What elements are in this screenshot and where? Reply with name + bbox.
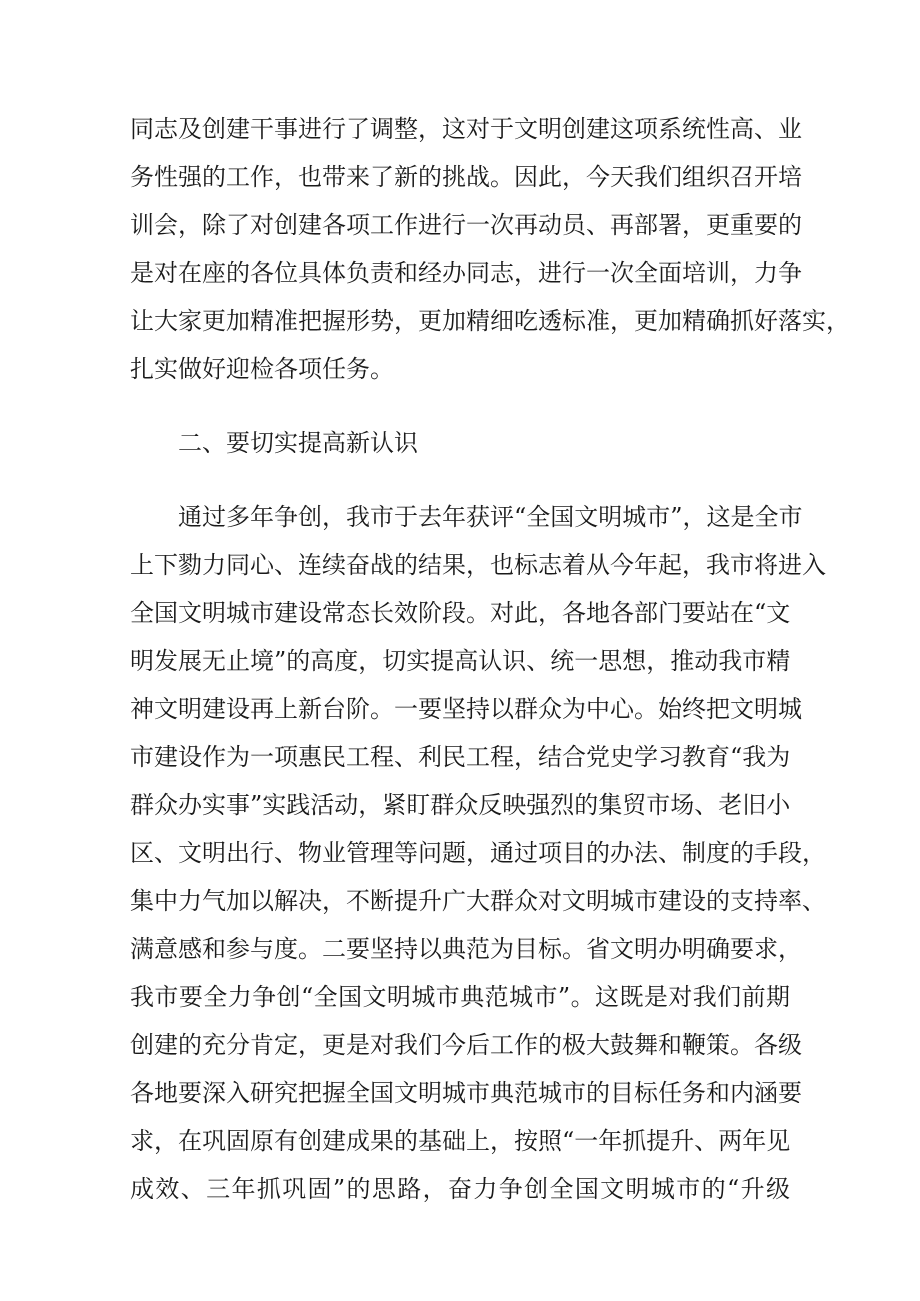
text-line: 满意感和参与度。二要坚持以典范为目标。省文明办明确要求， [130, 935, 802, 963]
text-line: 让大家更加精准把握形势，更加精细吃透标准，更加精确抓好落实， [130, 307, 850, 335]
text-line: 全国文明城市建设常态长效阶段。对此，各地各部门要站在“文 [130, 599, 791, 627]
text-line: 区、文明出行、物业管理等问题，通过项目的办法、制度的手段， [130, 839, 826, 867]
text-line: 明发展无止境”的高度，切实提高认识、统一思想，推动我市精 [130, 647, 791, 675]
paragraph-1 [130, 105, 850, 393]
text-line: 市建设作为一项惠民工程、利民工程，结合党史学习教育“我为 [130, 743, 791, 771]
text-line: 务性强的工作，也带来了新的挑战。因此，今天我们组织召开培 [130, 163, 802, 191]
text-line: 同志及创建干事进行了调整，这对于文明创建这项系统性高、业 [130, 115, 802, 143]
text-line: 创建的充分肯定，更是对我们今后工作的极大鼓舞和鞭策。各级 [130, 1031, 802, 1059]
paragraph-gap [130, 467, 790, 493]
section-heading: 二、要切实提高新认识 [178, 429, 418, 457]
text-line: 是对在座的各位具体负责和经办同志，进行一次全面培训，力争 [130, 259, 802, 287]
text-line: 神文明建设再上新台阶。一要坚持以群众为中心。始终把文明城 [130, 695, 802, 723]
text-line: 我市要全力争创“全国文明城市典范城市”。这既是对我们前期 [130, 983, 790, 1011]
text-line: 求，在巩固原有创建成果的基础上，按照“一年抓提升、两年见 [130, 1127, 791, 1155]
text-line: 各地要深入研究把握全国文明城市典范城市的目标任务和内涵要 [130, 1079, 802, 1107]
text-line: 训会，除了对创建各项工作进行一次再动员、再部署，更重要的 [130, 211, 802, 239]
text-line: 扎实做好迎检各项任务。 [130, 355, 394, 383]
text-line: 上下勠力同心、连续奋战的结果，也标志着从今年起，我市将进入 [130, 551, 826, 579]
paragraph-2 [130, 493, 826, 1213]
text-line: 成效、三年抓巩固”的思路，奋力争创全国文明城市的“升级 [130, 1175, 790, 1203]
text-line: 通过多年争创，我市于去年获评“全国文明城市”，这是全市 [178, 503, 803, 531]
text-line: 群众办实事”实践活动，紧盯群众反映强烈的集贸市场、老旧小 [130, 791, 791, 819]
text-line: 集中力气加以解决，不断提升广大群众对文明城市建设的支持率、 [130, 887, 826, 915]
document-body [130, 105, 850, 1213]
paragraph-gap [130, 393, 790, 419]
